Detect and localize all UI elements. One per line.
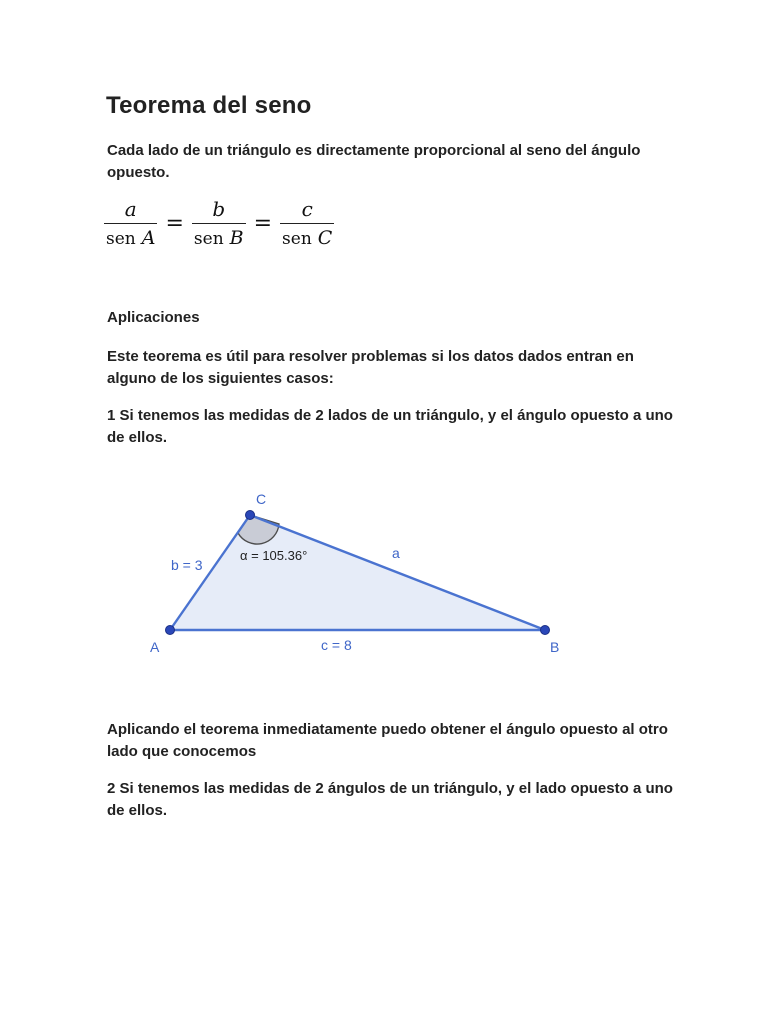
fraction-c (280, 197, 334, 250)
vertex-c-label: C (256, 491, 267, 507)
numerator-a: a (124, 197, 137, 221)
equals-sign: = (253, 210, 273, 236)
angle-variable-a: A (141, 227, 156, 249)
equals-sign: = (165, 210, 184, 236)
theorem-statement: Cada lado de un triángulo es directamente proporcional al seno del ángulo opuesto. (107, 142, 641, 181)
denominator-a (104, 227, 157, 250)
case-1-text: 1 Si tenemos las medidas de 2 lados de un triángulo, y el ángulo opuesto a uno de ellos. (107, 407, 673, 446)
angle-alpha-label: α = 105.36° (240, 548, 308, 563)
side-c-label: c = 8 (321, 637, 352, 653)
side-b-label: b = 3 (171, 557, 203, 573)
function-sen: sen (106, 229, 136, 249)
denominator-c (280, 227, 334, 250)
vertex-a-label: A (150, 639, 160, 655)
vertex-b-point (541, 626, 550, 635)
fraction-a (104, 197, 157, 250)
sine-law-formula (104, 197, 334, 250)
function-sen: sen (193, 229, 224, 249)
angle-variable-b: B (229, 227, 244, 249)
fraction-bar (192, 223, 246, 224)
page-title: Teorema del seno (106, 92, 312, 119)
numerator-c: c (301, 197, 313, 221)
after-diagram-text: Aplicando el teorema inmediatamente puedo obtener el ángulo opuesto al otro lado que conocemos (107, 721, 668, 760)
section-intro: Este teorema es útil para resolver problemas si los datos dados entran en alguno de los siguientes casos: (107, 348, 634, 387)
triangle-diagram (140, 478, 580, 668)
denominator-b (192, 227, 246, 250)
fraction-b (192, 197, 246, 250)
function-sen: sen (282, 229, 312, 249)
angle-variable-c: C (317, 227, 333, 249)
vertex-a-point (166, 626, 175, 635)
vertex-b-label: B (550, 639, 560, 655)
fraction-bar (280, 223, 334, 224)
triangle-fill (170, 515, 545, 630)
section-heading: Aplicaciones (107, 309, 200, 326)
fraction-bar (104, 223, 157, 224)
numerator-b: b (212, 197, 226, 221)
case-2-text: 2 Si tenemos las medidas de 2 ángulos de un triángulo, y el lado opuesto a uno de ellos. (107, 780, 673, 819)
vertex-c-point (246, 511, 255, 520)
side-a-label: a (392, 545, 400, 561)
